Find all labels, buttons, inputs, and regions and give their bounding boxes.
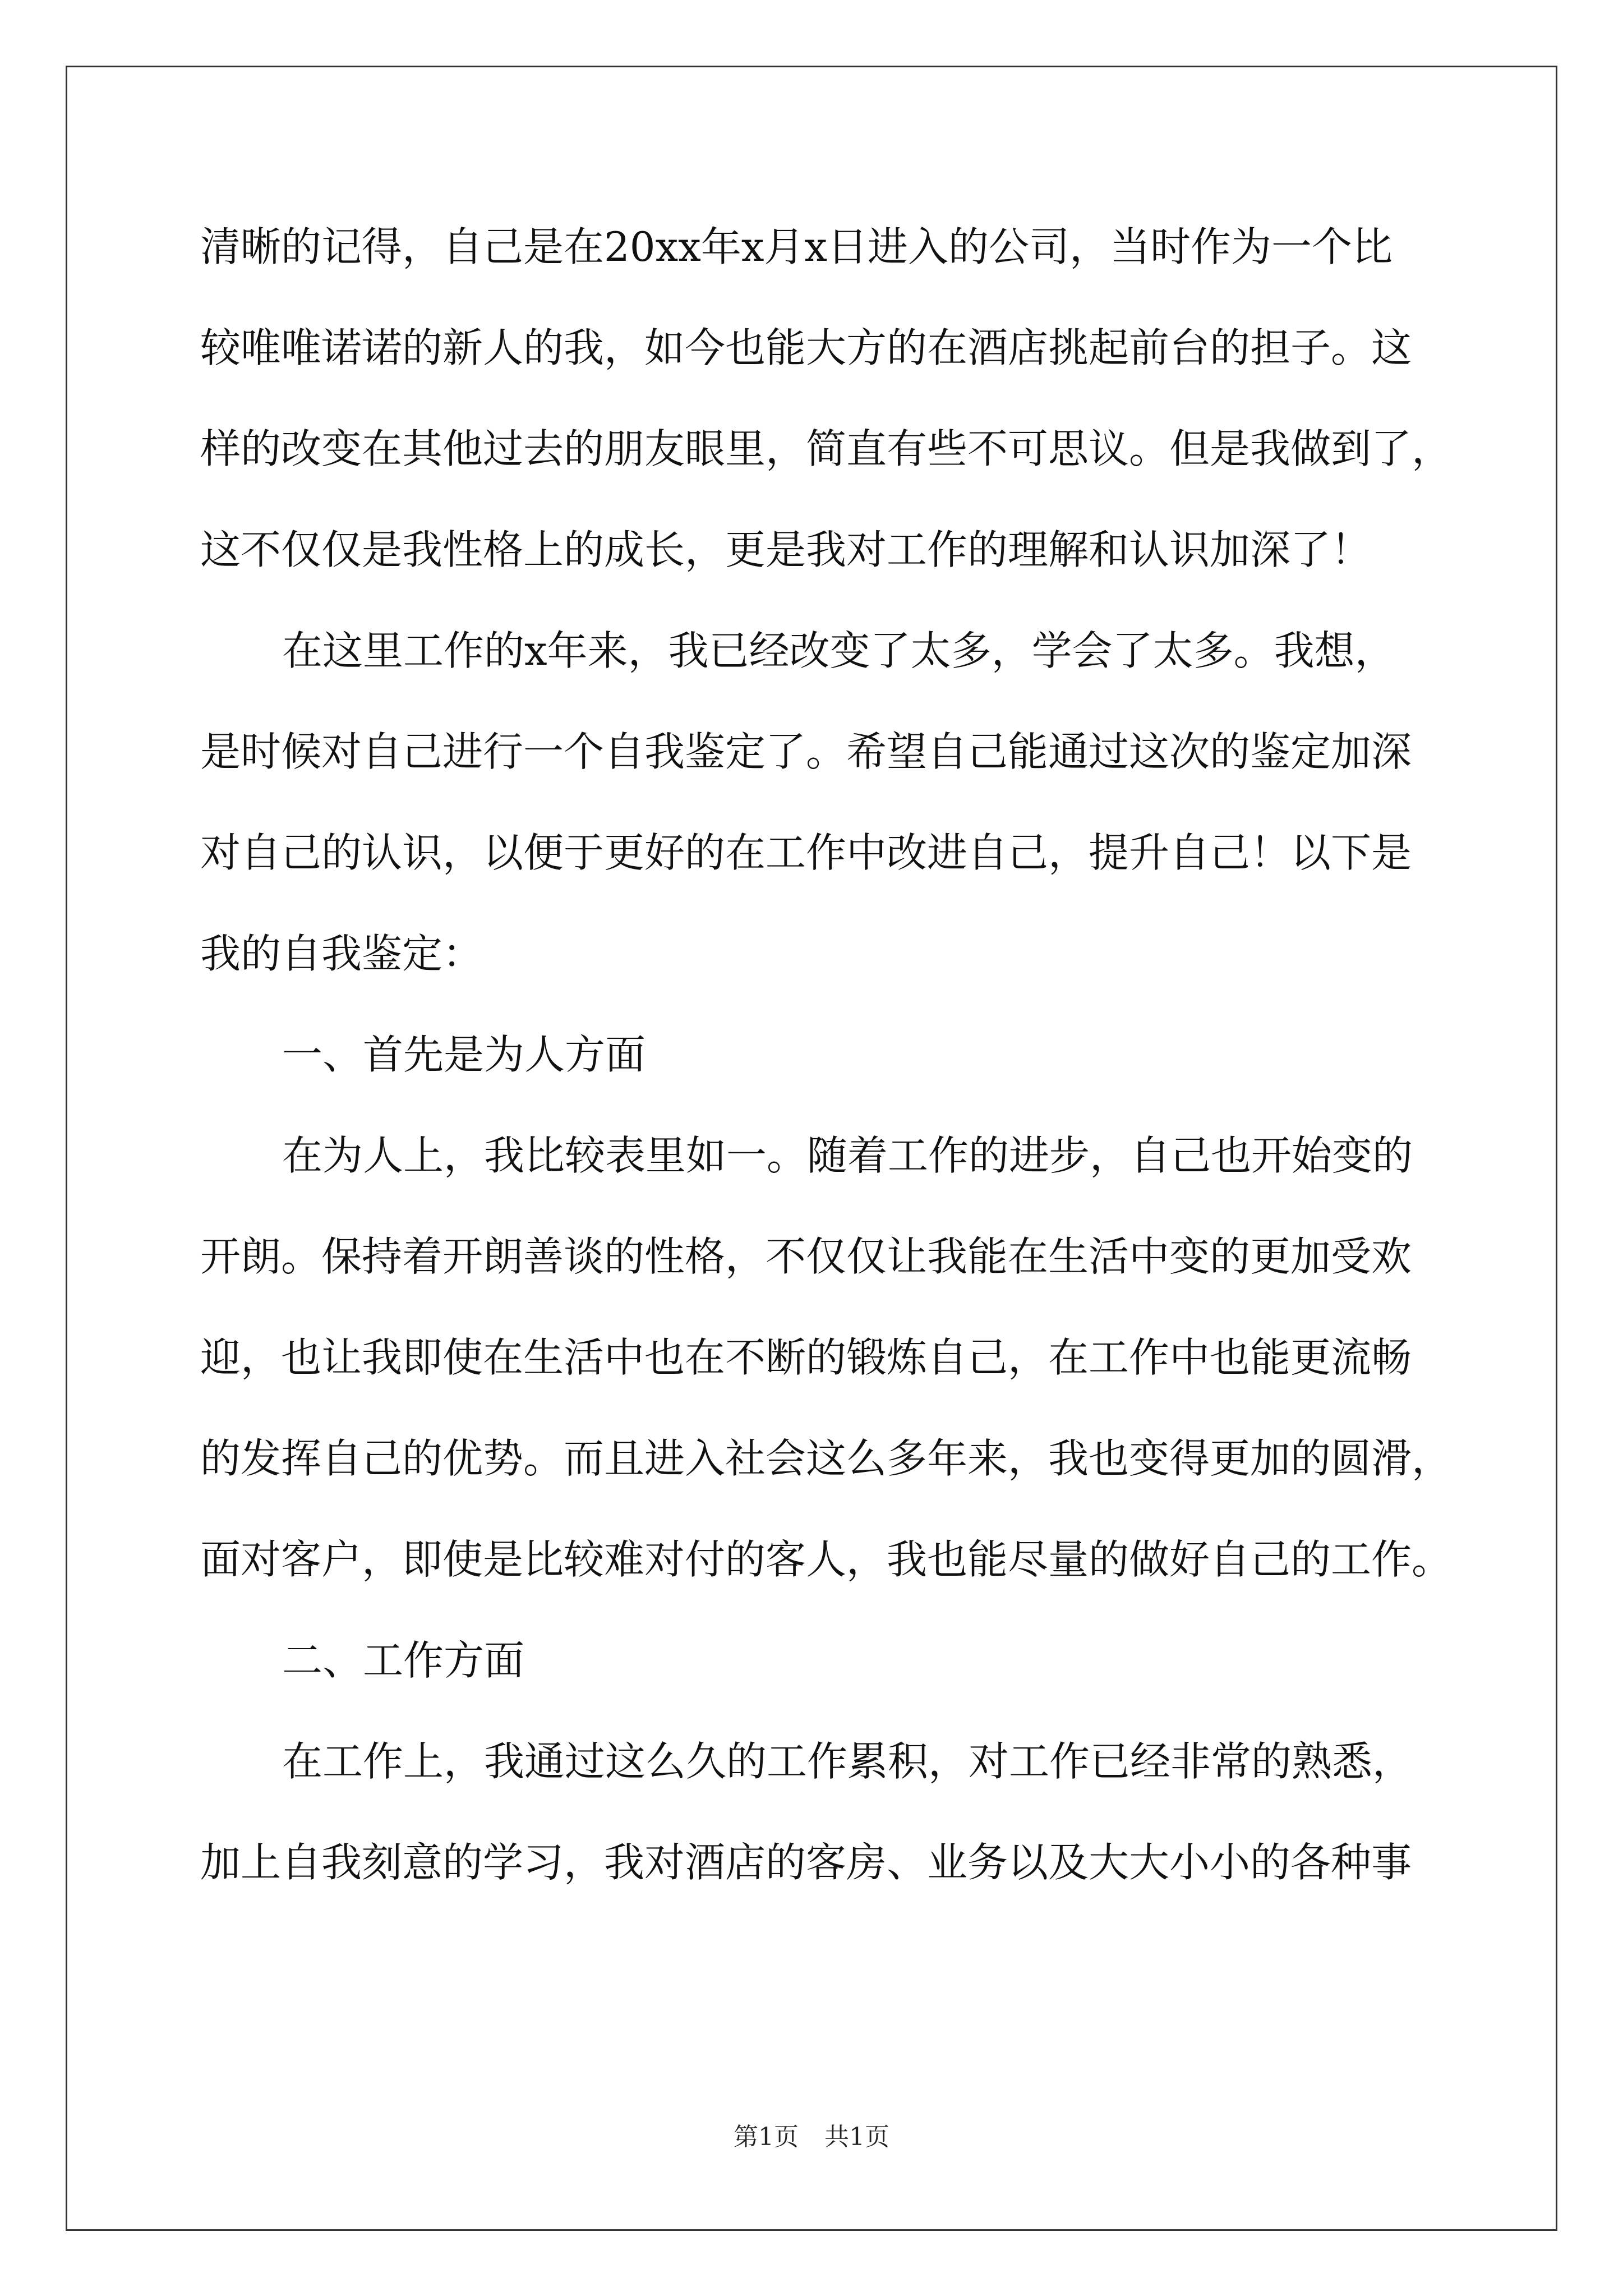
text-line-6: 是时候对自己进行一个自我鉴定了。希望自己能通过这次的鉴定加深 xyxy=(200,728,1412,775)
text-line-16: 在工作上，我通过这么久的工作累积，对工作已经非常的熟悉， xyxy=(282,1738,1413,1785)
text-line-13: 的发挥自己的优势。而且进入社会这么多年来，我也变得更加的圆滑， xyxy=(200,1435,1453,1482)
text-line-8: 我的自我鉴定： xyxy=(200,930,483,977)
page-number-label: 第1页 xyxy=(734,2123,799,2151)
text-line-5: 在这里工作的x年来，我已经改变了太多，学会了太多。我想， xyxy=(282,627,1395,674)
section-heading-1: 一、首先是为人方面 xyxy=(282,1031,646,1078)
text-line-4: 这不仅仅是我性格上的成长，更是我对工作的理解和认识加深了！ xyxy=(200,526,1372,573)
text-line-3: 样的改变在其他过去的朋友眼里，简直有些不可思议。但是我做到了， xyxy=(200,425,1453,472)
text-line-17: 加上自我刻意的学习，我对酒店的客房、业务以及大大小小的各种事 xyxy=(200,1839,1412,1886)
page-total-label: 共1页 xyxy=(824,2123,889,2151)
text-line-7: 对自己的认识，以便于更好的在工作中改进自己，提升自己！以下是 xyxy=(200,829,1412,876)
text-line-10: 在为人上，我比较表里如一。随着工作的进步，自己也开始变的 xyxy=(282,1132,1413,1179)
text-line-2: 较唯唯诺诺的新人的我，如今也能大方的在酒店挑起前台的担子。这 xyxy=(200,324,1412,371)
section-heading-2: 二、工作方面 xyxy=(282,1637,525,1684)
page-footer xyxy=(0,2122,1623,2153)
text-line-1: 清晰的记得，自己是在20xx年x月x日进入的公司，当时作为一个比 xyxy=(200,223,1393,270)
text-line-14: 面对客户，即使是比较难对付的客人，我也能尽量的做好自己的工作。 xyxy=(200,1536,1453,1583)
text-line-12: 迎，也让我即使在生活中也在不断的锻炼自己，在工作中也能更流畅 xyxy=(200,1334,1412,1381)
text-line-11: 开朗。保持着开朗善谈的性格，不仅仅让我能在生活中变的更加受欢 xyxy=(200,1233,1412,1280)
